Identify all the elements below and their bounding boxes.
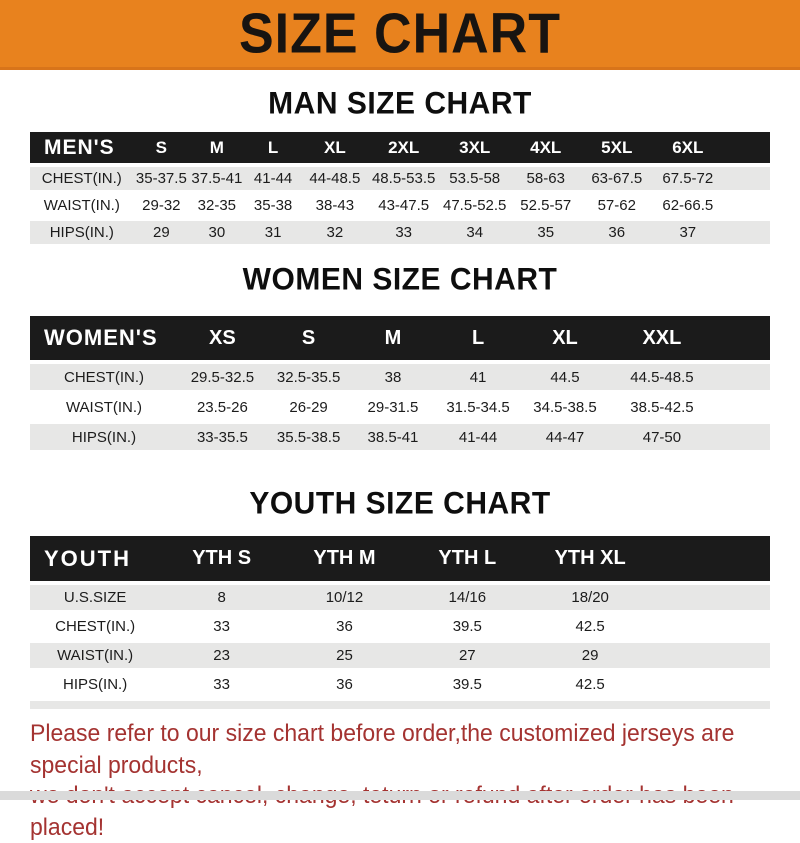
women-table-row	[30, 424, 770, 450]
men-size-column-5: 2XL	[368, 132, 439, 163]
men-size-column-8: 5XL	[581, 132, 652, 163]
men-measurement-cell: 32	[302, 221, 369, 244]
youth-measurement-cell: 42.5	[529, 672, 652, 697]
youth-measurement-cell: 23	[160, 643, 283, 668]
women-row-filler	[714, 424, 770, 450]
women-header-label: WOMEN'S	[30, 316, 178, 360]
women-measurement-cell: 38.5-41	[350, 424, 435, 450]
youth-size-column-1: YTH S	[160, 536, 283, 581]
youth-measurement-cell: 25	[283, 643, 406, 668]
youth-row-filler	[652, 585, 770, 610]
women-measurement-cell: 29-31.5	[350, 394, 435, 420]
youth-measurement-cell: 36	[283, 614, 406, 639]
men-size-column-9: 6XL	[652, 132, 723, 163]
women-table-row	[30, 364, 770, 390]
women-size-chart-section	[0, 262, 800, 454]
women-row-filler	[714, 394, 770, 420]
men-measurement-cell: 35-38	[245, 194, 302, 217]
women-row-label: CHEST(IN.)	[30, 364, 178, 390]
women-row-label: WAIST(IN.)	[30, 394, 178, 420]
footer-warning-line1: Please refer to our size chart before order,the customized jerseys are special products,	[30, 719, 735, 779]
youth-size-column-2: YTH M	[283, 536, 406, 581]
men-measurement-cell: 38-43	[302, 194, 369, 217]
men-measurement-cell: 35-37.5	[134, 167, 190, 190]
youth-table-row	[30, 672, 770, 697]
men-size-column-2: M	[189, 132, 245, 163]
youth-header-label: YOUTH	[30, 536, 160, 581]
women-size-column-4: L	[436, 316, 521, 360]
women-size-column-2: S	[267, 316, 351, 360]
youth-measurement-cell: 33	[160, 672, 283, 697]
men-measurement-cell: 43-47.5	[368, 194, 439, 217]
men-measurement-cell: 35	[510, 221, 581, 244]
men-size-table	[30, 128, 770, 248]
youth-measurement-cell: 18/20	[529, 585, 652, 610]
women-measurement-cell: 34.5-38.5	[521, 394, 610, 420]
women-measurement-cell: 44-47	[521, 424, 610, 450]
youth-size-chart-section	[0, 486, 800, 709]
men-measurement-cell: 33	[368, 221, 439, 244]
men-size-column-1: S	[134, 132, 190, 163]
men-header-filler	[723, 132, 770, 163]
men-row-label: CHEST(IN.)	[30, 167, 134, 190]
page-title: SIZE CHART	[239, 2, 561, 65]
youth-size-column-3: YTH L	[406, 536, 529, 581]
women-measurement-cell: 35.5-38.5	[267, 424, 351, 450]
men-size-column-6: 3XL	[439, 132, 510, 163]
men-size-column-7: 4XL	[510, 132, 581, 163]
men-measurement-cell: 37.5-41	[189, 167, 245, 190]
men-measurement-cell: 63-67.5	[581, 167, 652, 190]
footer-warning-line2: placed!	[30, 813, 105, 841]
women-measurement-cell: 32.5-35.5	[267, 364, 351, 390]
women-size-column-6: XXL	[609, 316, 714, 360]
women-measurement-cell: 44.5	[521, 364, 610, 390]
youth-chart-title: YOUTH SIZE CHART	[249, 486, 551, 521]
women-measurement-cell: 38.5-42.5	[609, 394, 714, 420]
youth-row-label: CHEST(IN.)	[30, 614, 160, 639]
women-measurement-cell: 23.5-26	[178, 394, 267, 420]
men-measurement-cell: 32-35	[189, 194, 245, 217]
women-measurement-cell: 26-29	[267, 394, 351, 420]
women-measurement-cell: 31.5-34.5	[436, 394, 521, 420]
youth-measurement-cell: 29	[529, 643, 652, 668]
women-chart-title: WOMEN SIZE CHART	[242, 262, 558, 297]
men-measurement-cell: 29	[134, 221, 190, 244]
youth-table-row	[30, 585, 770, 610]
men-size-chart-section	[0, 86, 800, 248]
women-measurement-cell: 38	[350, 364, 435, 390]
men-table-row	[30, 221, 770, 244]
men-measurement-cell: 52.5-57	[510, 194, 581, 217]
men-measurement-cell: 47.5-52.5	[439, 194, 510, 217]
youth-row-label: WAIST(IN.)	[30, 643, 160, 668]
men-measurement-cell: 44-48.5	[302, 167, 369, 190]
men-measurement-cell: 41-44	[245, 167, 302, 190]
youth-measurement-cell: 42.5	[529, 614, 652, 639]
men-measurement-cell: 29-32	[134, 194, 190, 217]
women-size-column-3: M	[350, 316, 435, 360]
women-measurement-cell: 29.5-32.5	[178, 364, 267, 390]
men-header-row	[30, 132, 770, 163]
men-measurement-cell: 30	[189, 221, 245, 244]
men-measurement-cell: 48.5-53.5	[368, 167, 439, 190]
men-measurement-cell: 57-62	[581, 194, 652, 217]
women-size-column-5: XL	[521, 316, 610, 360]
men-table-row	[30, 194, 770, 217]
women-header-row	[30, 316, 770, 360]
women-row-label: HIPS(IN.)	[30, 424, 178, 450]
men-row-filler	[723, 194, 770, 217]
women-header-filler	[714, 316, 770, 360]
men-measurement-cell: 37	[652, 221, 723, 244]
men-measurement-cell: 34	[439, 221, 510, 244]
youth-row-filler	[652, 614, 770, 639]
youth-table-endcap	[30, 701, 770, 709]
banner	[0, 0, 800, 70]
women-measurement-cell: 41	[436, 364, 521, 390]
youth-row-filler	[652, 643, 770, 668]
men-measurement-cell: 31	[245, 221, 302, 244]
men-measurement-cell: 62-66.5	[652, 194, 723, 217]
men-measurement-cell: 36	[581, 221, 652, 244]
youth-size-table	[30, 532, 770, 701]
youth-size-column-4: YTH XL	[529, 536, 652, 581]
women-row-filler	[714, 364, 770, 390]
men-row-label: HIPS(IN.)	[30, 221, 134, 244]
men-row-filler	[723, 221, 770, 244]
youth-header-filler	[652, 536, 770, 581]
women-measurement-cell: 41-44	[436, 424, 521, 450]
youth-measurement-cell: 39.5	[406, 614, 529, 639]
men-table-row	[30, 167, 770, 190]
youth-row-filler	[652, 672, 770, 697]
youth-table-row	[30, 614, 770, 639]
women-size-column-1: XS	[178, 316, 267, 360]
women-table-row	[30, 394, 770, 420]
men-chart-title: MAN SIZE CHART	[268, 86, 532, 121]
youth-header-row	[30, 536, 770, 581]
women-size-table	[30, 312, 770, 454]
youth-measurement-cell: 10/12	[283, 585, 406, 610]
men-measurement-cell: 58-63	[510, 167, 581, 190]
youth-row-label: HIPS(IN.)	[30, 672, 160, 697]
men-size-column-3: L	[245, 132, 302, 163]
women-measurement-cell: 47-50	[609, 424, 714, 450]
women-measurement-cell: 33-35.5	[178, 424, 267, 450]
men-size-column-4: XL	[302, 132, 369, 163]
women-measurement-cell: 44.5-48.5	[609, 364, 714, 390]
youth-measurement-cell: 39.5	[406, 672, 529, 697]
youth-measurement-cell: 33	[160, 614, 283, 639]
youth-row-label: U.S.SIZE	[30, 585, 160, 610]
men-header-label: MEN'S	[30, 132, 134, 163]
youth-measurement-cell: 27	[406, 643, 529, 668]
youth-table-row	[30, 643, 770, 668]
men-row-filler	[723, 167, 770, 190]
men-row-label: WAIST(IN.)	[30, 194, 134, 217]
bottom-edge-strip	[0, 791, 800, 800]
youth-measurement-cell: 36	[283, 672, 406, 697]
footer-warning	[0, 717, 800, 841]
men-measurement-cell: 67.5-72	[652, 167, 723, 190]
youth-measurement-cell: 14/16	[406, 585, 529, 610]
youth-measurement-cell: 8	[160, 585, 283, 610]
men-measurement-cell: 53.5-58	[439, 167, 510, 190]
